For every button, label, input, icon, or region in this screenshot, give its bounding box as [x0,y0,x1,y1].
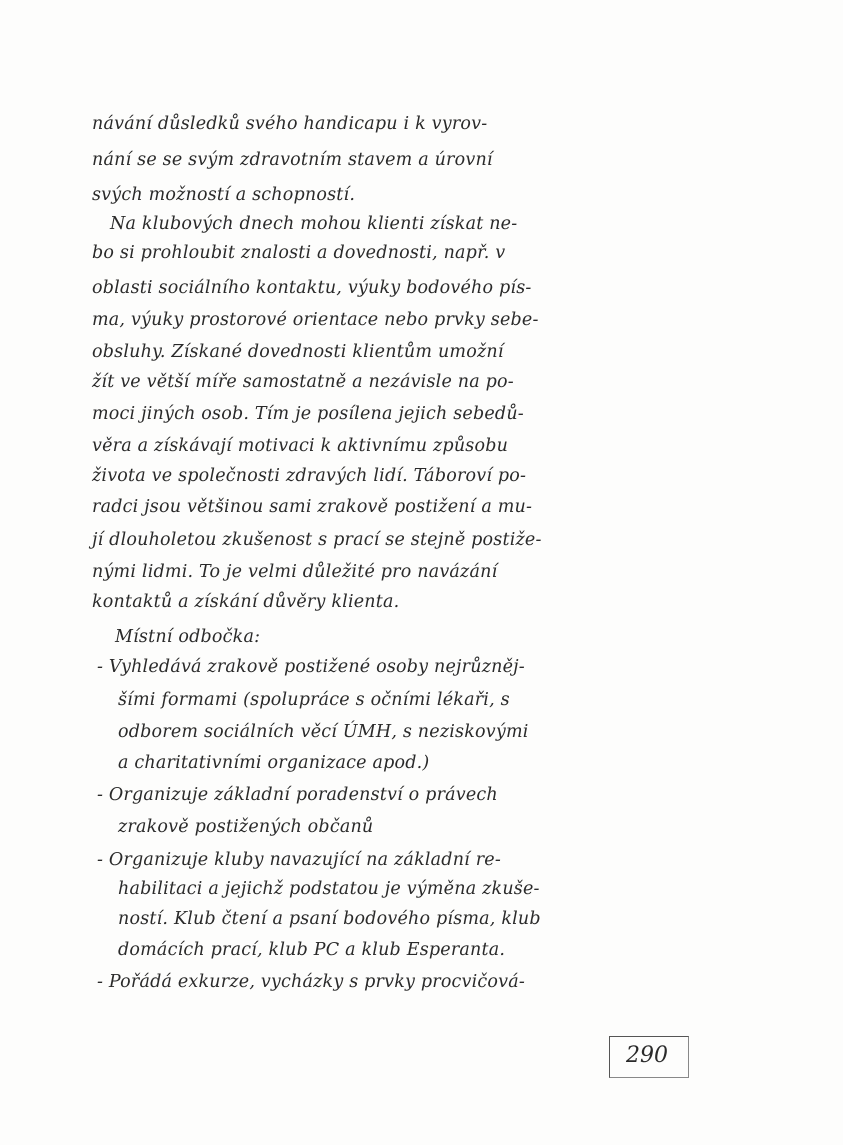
text-line: návání důsledků svého handicapu i k vyrov- [92,114,488,134]
list-item: - Pořádá exkurze, vycházky s prvky procvičová- [97,972,526,992]
text-line: ností. Klub čtení a psaní bodového písma, klub [118,909,541,929]
text-line: obsluhy. Získané dovednosti klientům umožní [92,342,504,362]
text-line: moci jiných osob. Tím je posílena jejich sebedů- [92,404,524,424]
text-line: žít ve větší míře samostatně a nezávisle na po- [92,372,514,392]
text-line: šími formami (spolupráce s očními lékaři, s [118,690,510,710]
text-line: věra a získávají motivaci k aktivnímu způsobu [92,436,509,456]
text-line: jí dlouholetou zkušenost s prací se stejně postiže- [92,530,542,550]
text-line: Na klubových dnech mohou klienti získat ne- [110,214,518,234]
text-line: ma, výuky prostorové orientace nebo prvky sebe- [92,310,539,330]
text-line: kontaktů a získání důvěry klienta. [92,592,400,612]
text-line: a charitativními organizace apod.) [118,753,430,773]
list-item: - Organizuje kluby navazující na základní re- [97,850,501,870]
text-line: nání se se svým zdravotním stavem a úrovní [92,150,493,170]
text-line: života ve společnosti zdravých lidí. Táboroví po- [92,466,527,486]
text-line: odborem sociálních věcí ÚMH, s neziskovými [118,722,529,742]
page-number: 290 [626,1043,668,1068]
page-number-box [609,1036,689,1078]
text-line: radci jsou většinou sami zrakově postižení a mu- [92,497,533,517]
text-line: domácích prací, klub PC a klub Esperanta. [118,940,506,960]
text-line: zrakově postižených občanů [118,817,374,837]
list-item: - Organizuje základní poradenství o právech [97,785,498,805]
text-line: oblasti sociálního kontaktu, výuky bodového pís- [92,278,532,298]
list-item: - Vyhledává zrakově postižené osoby nejrůzněj- [97,657,525,677]
text-line: bo si prohloubit znalosti a dovednosti, např. v [92,243,506,263]
section-heading: Místní odbočka: [115,627,261,647]
text-line: svých možností a schopností. [92,185,356,205]
text-line: habilitaci a jejichž podstatou je výměna zkuše- [118,879,540,899]
text-line: nými lidmi. To je velmi důležité pro navázání [92,562,498,582]
